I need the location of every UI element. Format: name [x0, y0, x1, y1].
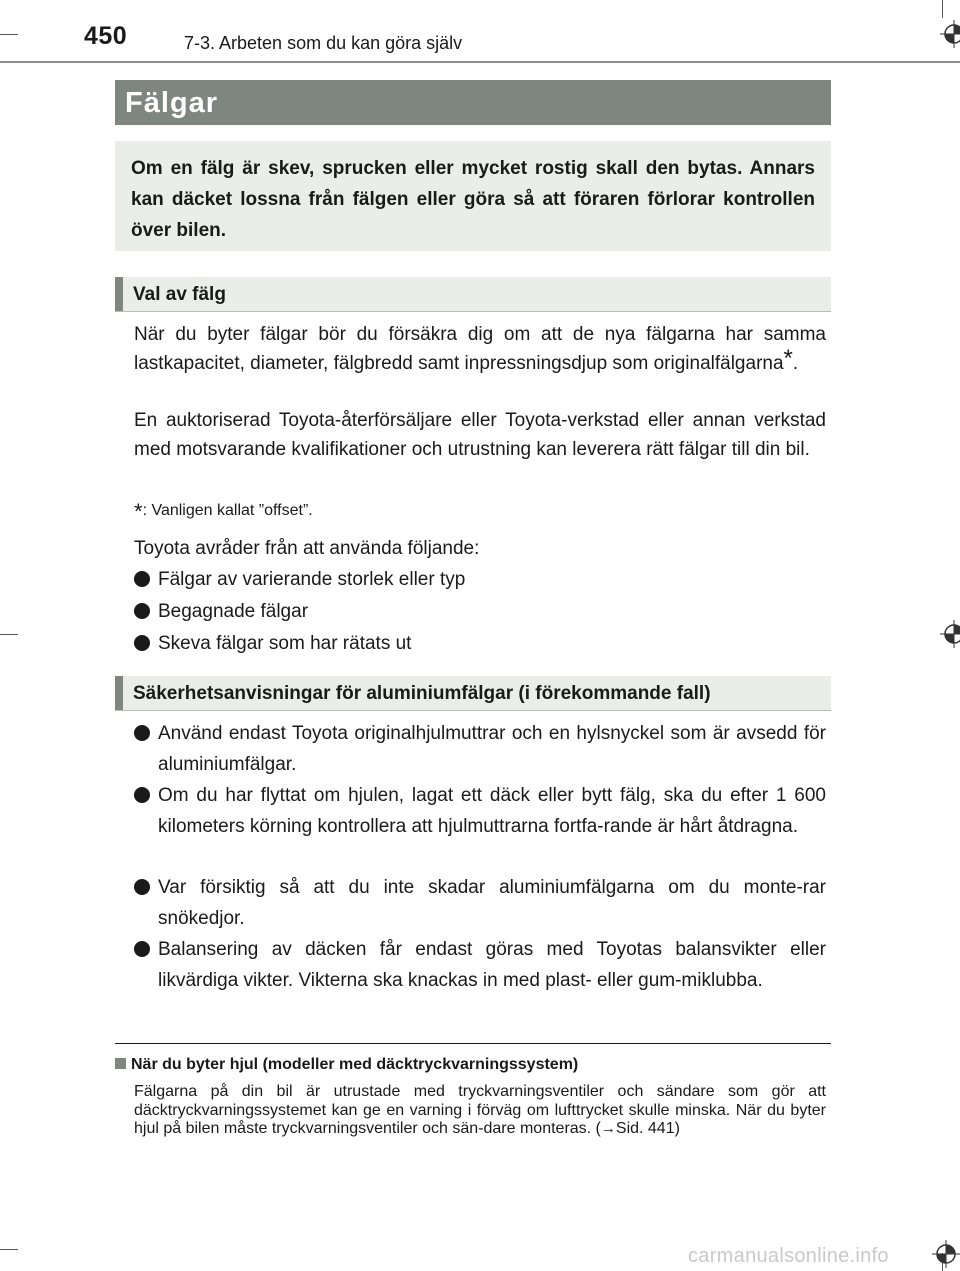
- bullet-icon: [134, 725, 150, 741]
- intro-box: [115, 141, 831, 251]
- square-bullet-icon: [115, 1058, 126, 1069]
- page-number: 450: [84, 22, 128, 50]
- list-item-text: Skeva fälgar som har rätats ut: [158, 633, 412, 654]
- footnote: [134, 499, 313, 524]
- bullet-icon: [134, 635, 150, 651]
- paragraph-dealer: [134, 406, 826, 464]
- crop-mark: [0, 634, 18, 635]
- arrow-right-icon: →: [600, 1120, 616, 1137]
- crop-mark: [942, 0, 943, 18]
- paragraph-end: .: [792, 353, 799, 374]
- registration-mark-icon: [932, 1240, 960, 1268]
- footnote-text: : Vanligen kallat ”offset”.: [142, 502, 313, 519]
- subheading-text: Val av fälg: [133, 284, 226, 305]
- list-item-text: Om du har flyttat om hjulen, lagat ett däck eller bytt fälg, ska du efter 1 600 kilometers körning kontrollera att hjulmuttrarna fortfa-rande är hårt åtdragna.: [158, 785, 826, 837]
- header-divider: [0, 61, 960, 63]
- list-item: [134, 564, 826, 595]
- note-heading: [115, 1056, 578, 1074]
- intro-text: Om en fälg är skev, sprucken eller mycket rostig skall den bytas. Annars kan däcket lossna från fälgen eller göra så att föraren förlorar kontrollen över bilen.: [131, 158, 815, 241]
- bullet-icon: [134, 879, 150, 895]
- subheading-wheel-selection: [115, 277, 831, 312]
- crop-mark: [0, 1249, 18, 1250]
- bullet-icon: [134, 571, 150, 587]
- list-item-text: Var försiktig så att du inte skadar aluminiumfälgarna om du monte-rar snökedjor.: [158, 877, 826, 929]
- list-item: [134, 596, 826, 627]
- list-item: [134, 872, 826, 934]
- paragraph-wheel-selection: [134, 320, 826, 378]
- registration-mark-icon: [940, 620, 960, 648]
- footnote-asterisk: *: [134, 499, 143, 524]
- lead-text: Toyota avråder från att använda följande:: [134, 538, 480, 559]
- paragraph-text: När du byter fälgar bör du försäkra dig om att de nya fälgarna har samma lastkapacitet, diameter, fälgbredd samt inpressningsdjup som originalfälgarna: [134, 324, 826, 374]
- page-title: Fälgar: [125, 87, 219, 119]
- note-heading-text: När du byter hjul (modeller med däcktryckvarningssystem): [131, 1056, 579, 1073]
- subheading-aluminium-safety: [115, 676, 831, 711]
- bullet-icon: [134, 603, 150, 619]
- list-item-text: Fälgar av varierande storlek eller typ: [158, 569, 466, 590]
- crop-mark: [0, 34, 18, 35]
- list-item: [134, 628, 826, 659]
- note-body-text: Fälgarna på din bil är utrustade med tryckvarningsventiler och sändare som gör att däcktryckvarningssystemet kan ge en varning i förväg om lufttrycket skulle minska. När du byter hjul på bilen måste tryckvarningsventiler och sän-dare monteras. (: [134, 1083, 826, 1137]
- list-item-text: Begagnade fälgar: [158, 601, 309, 622]
- bullet-icon: [134, 787, 150, 803]
- asterisk: *: [783, 345, 793, 372]
- list-item-text: Balansering av däcken får endast göras med Toyotas balansvikter eller likvärdiga vikter. Vikterna ska knackas in med plast- eller gum-miklubba.: [158, 939, 826, 991]
- paragraph-text: En auktoriserad Toyota-återförsäljare eller Toyota-verkstad eller annan verkstad med motsvarande kvalifikationer och utrustning kan leverera rätt fälgar till din bil.: [134, 410, 826, 460]
- section-title: 7-3. Arbeten som du kan göra själv: [184, 33, 463, 53]
- registration-mark-icon: [940, 20, 960, 48]
- page-reference-link[interactable]: Sid. 441): [615, 1120, 680, 1137]
- bullet-icon: [134, 941, 150, 957]
- note-body: [134, 1083, 826, 1139]
- list-item-text: Använd endast Toyota originalhjulmuttrar och en hylsnyckel som är avsedd för aluminiumfälgar.: [158, 723, 826, 775]
- list-item: [134, 934, 826, 996]
- section-divider: [115, 1043, 831, 1044]
- watermark: carmanualsonline.info: [688, 1245, 889, 1267]
- subheading-text: Säkerhetsanvisningar för aluminiumfälgar (i förekommande fall): [133, 683, 711, 704]
- list-item: [134, 718, 826, 780]
- page-title-bar: [115, 80, 831, 125]
- list-item: [134, 780, 826, 842]
